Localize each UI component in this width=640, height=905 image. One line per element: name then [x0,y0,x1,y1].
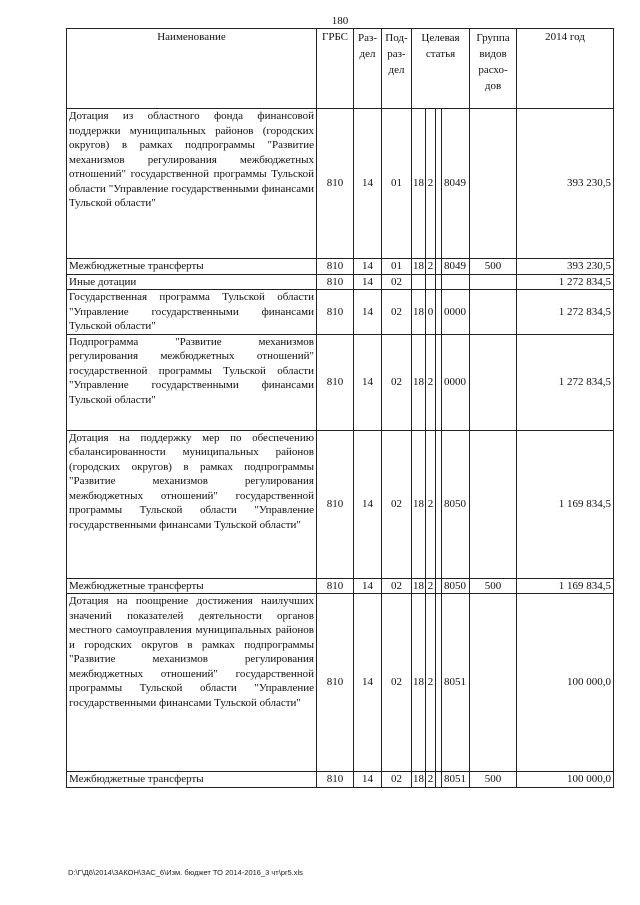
row-target-program: 18 [412,290,426,335]
table-row [67,109,614,259]
row-target-program: 18 [412,334,426,430]
row-podrazdel: 02 [382,578,412,594]
row-target-code: 8050 [442,578,470,594]
row-name: Межбюджетные трансферты [67,772,317,788]
row-name: Дотация на поощрение достижения наилучших значений показателей деятельности органов местного самоуправления муниципальных районов и городских округов в рамках подпрограммы "Развитие механизмов регулирования межбюджетных отношений" государственной программы Тульской области "Управление государственными финансами Тульской области" [67,594,317,772]
row-amount: 100 000,0 [517,772,614,788]
row-target-program: 18 [412,430,426,578]
row-grbs: 810 [317,772,354,788]
row-expense-group [470,109,517,259]
header-name: Наименование [67,29,317,109]
row-grbs: 810 [317,290,354,335]
row-grbs: 810 [317,430,354,578]
row-podrazdel: 02 [382,430,412,578]
table-row [67,772,614,788]
row-podrazdel: 02 [382,290,412,335]
row-expense-group [470,290,517,335]
row-razdel: 14 [354,259,382,275]
row-expense-group [470,594,517,772]
row-target-program [412,274,426,290]
row-target-code [442,274,470,290]
row-name: Межбюджетные трансферты [67,578,317,594]
row-name: Дотация из областного фонда финансовой поддержки муниципальных районов (городских округов) в рамках подпрограммы "Развитие механизмов регулирования межбюджетных отношений" государственной программы Тульской области "Управление государственными финансами Тульской области" [67,109,317,259]
row-target-program: 18 [413,260,424,272]
row-target-subprogram: 2 [426,259,436,275]
row-amount: 1 272 834,5 [517,274,614,290]
row-name: Подпрограмма "Развитие механизмов регулирования межбюджетных отношений" государственной программы Тульской области "Управление государственными финансами Тульской области" [67,334,317,430]
row-razdel: 14 [354,594,382,772]
table-row [67,594,614,772]
row-target-program: 18 [412,594,426,772]
row-target-code: 8051 [442,772,470,788]
header-podrazdel: Под- раз- дел [382,29,412,109]
row-target-subprogram [426,274,436,290]
row-target-program: 18 [412,109,426,259]
row-amount: 1 272 834,5 [517,290,614,335]
header-row [67,29,614,109]
row-expense-group [470,430,517,578]
row-name: Межбюджетные трансферты [67,259,317,275]
header-razdel: Раз- дел [354,29,382,109]
row-podrazdel: 01 [382,259,412,275]
row-podrazdel: 02 [382,772,412,788]
page-number: 180 [331,15,349,27]
row-name: Иные дотации [67,274,317,290]
row-target-subprogram: 2 [426,772,436,788]
row-grbs: 810 [317,274,354,290]
row-expense-group: 500 [470,259,517,275]
budget-table [66,28,614,788]
header-grbs: ГРБС [317,29,354,109]
row-target-code: 8049 [442,259,470,275]
row-amount: 100 000,0 [517,594,614,772]
row-razdel: 14 [354,334,382,430]
row-target-subprogram: 2 [426,109,436,259]
row-target-subprogram: 2 [426,430,436,578]
table-row [67,430,614,578]
row-target-subprogram: 2 [426,578,436,594]
row-target-program: 18 [413,579,424,592]
table-row [67,259,614,275]
table-row [67,334,614,430]
header-target-article: Целевая статья [412,29,470,109]
row-expense-group [470,334,517,430]
row-amount: 1 272 834,5 [517,334,614,430]
row-target-subprogram: 2 [426,334,436,430]
row-podrazdel: 02 [382,274,412,290]
row-target-code: 0000 [442,334,470,430]
row-target-code: 8049 [442,109,470,259]
footer-file-path: D:\Г\Д6\2014\ЗАКОН\ЗАС_6\Изм. бюджет ТО 2014-2016_3 чт\pr5.xls [68,868,303,877]
table-row [67,274,614,290]
row-podrazdel: 02 [382,334,412,430]
row-razdel: 14 [354,290,382,335]
row-razdel: 14 [354,430,382,578]
row-grbs: 810 [317,259,354,275]
row-grbs: 810 [317,594,354,772]
row-amount: 393 230,5 [517,259,614,275]
row-expense-group [470,274,517,290]
row-name: Государственная программа Тульской области "Управление государственными финансами Тульской области" [67,290,317,335]
row-amount: 393 230,5 [517,109,614,259]
row-target-code: 0000 [442,290,470,335]
row-target-program: 18 [413,773,424,785]
table-row [67,290,614,335]
row-target-code: 8050 [442,430,470,578]
row-target-code: 8051 [442,594,470,772]
row-podrazdel: 02 [382,594,412,772]
row-razdel: 14 [354,772,382,788]
header-year-2014: 2014 год [517,29,614,109]
row-target-subprogram: 2 [426,594,436,772]
row-podrazdel: 01 [382,109,412,259]
row-expense-group: 500 [470,578,517,594]
row-grbs: 810 [317,334,354,430]
row-name: Дотация на поддержку мер по обеспечению сбалансированности муниципальных районов (городских округов) в рамках подпрограммы "Развитие механизмов регулирования межбюджетных отношений" государственной программы Тульской области "Управление государственными финансами Тульской области" [67,430,317,578]
row-grbs: 810 [317,109,354,259]
row-target-subprogram: 0 [426,290,436,335]
row-razdel: 14 [354,578,382,594]
row-razdel: 14 [354,274,382,290]
row-amount: 1 169 834,5 [517,578,614,594]
row-amount: 1 169 834,5 [517,430,614,578]
row-expense-group: 500 [470,772,517,788]
row-razdel: 14 [354,109,382,259]
header-expense-group: Группа видов расхо- дов [470,29,517,109]
table-row [67,578,614,594]
row-grbs: 810 [317,578,354,594]
